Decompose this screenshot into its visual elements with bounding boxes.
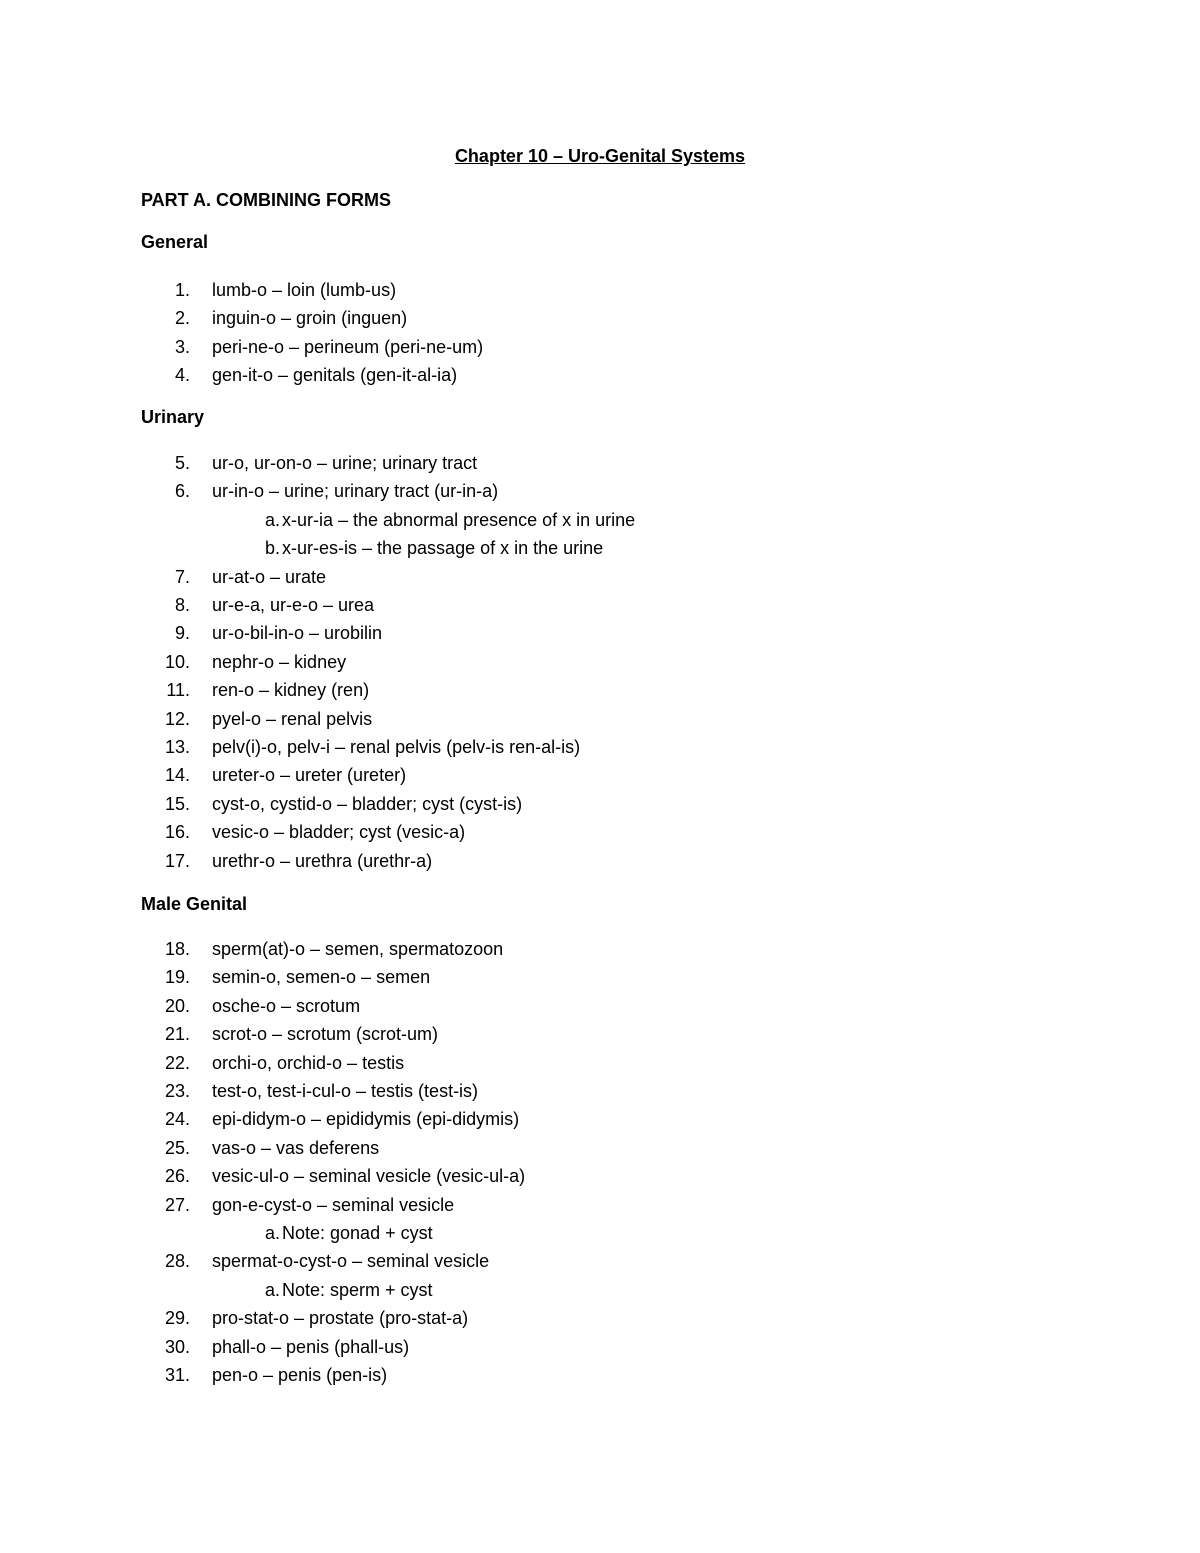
section-heading: Male Genital [141, 894, 248, 914]
item-text: spermat-o-cyst-o – seminal vesicle [212, 1251, 490, 1272]
item-number: 5. [174, 453, 190, 473]
item-number: 3. [174, 336, 190, 357]
item-text: ur-at-o – urate [212, 566, 327, 587]
item-text: phall-o – penis (phall-us) [212, 1336, 410, 1357]
item-number: 19. [164, 967, 190, 988]
item-text: nephr-o – kidney [212, 651, 347, 672]
item-text: orchi-o, orchid-o – testis [212, 1052, 405, 1073]
item-number: 23. [164, 1081, 190, 1101]
item-text: test-o, test-i-cul-o – testis (test-is) [212, 1081, 479, 1101]
item-number: 30. [164, 1336, 190, 1357]
item-number: 28. [164, 1251, 190, 1272]
item-number: 8. [174, 595, 190, 615]
item-text: osche-o – scrotum [212, 995, 361, 1016]
item-number: 4. [174, 365, 190, 386]
item-number: 21. [164, 1024, 190, 1045]
item-text: semin-o, semen-o – semen [212, 967, 431, 988]
item-text: ureter-o – ureter (ureter) [212, 765, 407, 786]
item-text: Note: sperm + cyst [282, 1279, 433, 1300]
item-text: ur-o-bil-in-o – urobilin [212, 623, 383, 644]
item-number: 6. [174, 481, 190, 502]
item-number: 26. [164, 1166, 190, 1187]
item-text: x-ur-es-is – the passage of x in the urine [282, 538, 604, 559]
item-number: 22. [164, 1052, 190, 1073]
item-text: ur-in-o – urine; urinary tract (ur-in-a) [212, 481, 499, 502]
item-text: sperm(at)-o – semen, spermatozoon [212, 939, 504, 959]
item-number: 29. [164, 1308, 190, 1329]
item-text: vesic-ul-o – seminal vesicle (vesic-ul-a) [212, 1166, 526, 1187]
item-number: 2. [174, 308, 190, 329]
item-number: 10. [164, 651, 190, 672]
item-number: 25. [164, 1137, 190, 1158]
item-number: 18. [164, 939, 190, 959]
item-text: ren-o – kidney (ren) [212, 680, 370, 701]
item-number: 15. [164, 793, 190, 814]
item-text: x-ur-ia – the abnormal presence of x in urine [282, 509, 636, 530]
item-text: pyel-o – renal pelvis [212, 708, 373, 729]
item-text: vesic-o – bladder; cyst (vesic-a) [212, 822, 466, 843]
item-number: 7. [174, 566, 190, 587]
item-number: 20. [164, 995, 190, 1016]
item-text: vas-o – vas deferens [212, 1137, 380, 1158]
item-text: ur-o, ur-on-o – urine; urinary tract [212, 453, 478, 473]
item-number: b. [264, 538, 280, 559]
section-heading: Urinary [141, 407, 205, 427]
item-number: a. [264, 1279, 280, 1300]
item-text: peri-ne-o – perineum (peri-ne-um) [212, 336, 484, 357]
item-text: pen-o – penis (pen-is) [212, 1365, 388, 1385]
item-number: 12. [164, 708, 190, 729]
item-number: a. [264, 1223, 280, 1243]
item-text: inguin-o – groin (inguen) [212, 308, 408, 329]
item-number: 31. [164, 1365, 190, 1385]
item-text: pelv(i)-o, pelv-i – renal pelvis (pelv-is ren-al-is) [212, 737, 581, 757]
item-text: epi-didym-o – epididymis (epi-didymis) [212, 1109, 520, 1130]
part-heading: PART A. COMBINING FORMS [141, 190, 391, 210]
item-text: Note: gonad + cyst [282, 1223, 433, 1243]
chapter-title: Chapter 10 – Uro-Genital Systems [454, 146, 746, 166]
item-number: 27. [164, 1194, 190, 1215]
item-text: scrot-o – scrotum (scrot-um) [212, 1024, 439, 1045]
item-number: 13. [164, 737, 190, 757]
item-number: 24. [164, 1109, 190, 1130]
item-number: a. [264, 509, 280, 530]
item-number: 14. [164, 765, 190, 786]
item-number: 16. [164, 822, 190, 843]
item-text: urethr-o – urethra (urethr-a) [212, 850, 433, 871]
item-text: pro-stat-o – prostate (pro-stat-a) [212, 1308, 469, 1329]
item-number: 11. [166, 680, 190, 701]
item-text: gon-e-cyst-o – seminal vesicle [212, 1194, 455, 1215]
item-text: cyst-o, cystid-o – bladder; cyst (cyst-is) [212, 793, 523, 814]
item-number: 9. [174, 623, 190, 644]
section-heading: General [141, 232, 209, 252]
item-text: lumb-o – loin (lumb-us) [212, 280, 397, 300]
item-text: ur-e-a, ur-e-o – urea [212, 595, 375, 615]
item-number: 1. [174, 280, 190, 300]
item-number: 17. [164, 850, 190, 871]
item-text: gen-it-o – genitals (gen-it-al-ia) [212, 365, 458, 386]
